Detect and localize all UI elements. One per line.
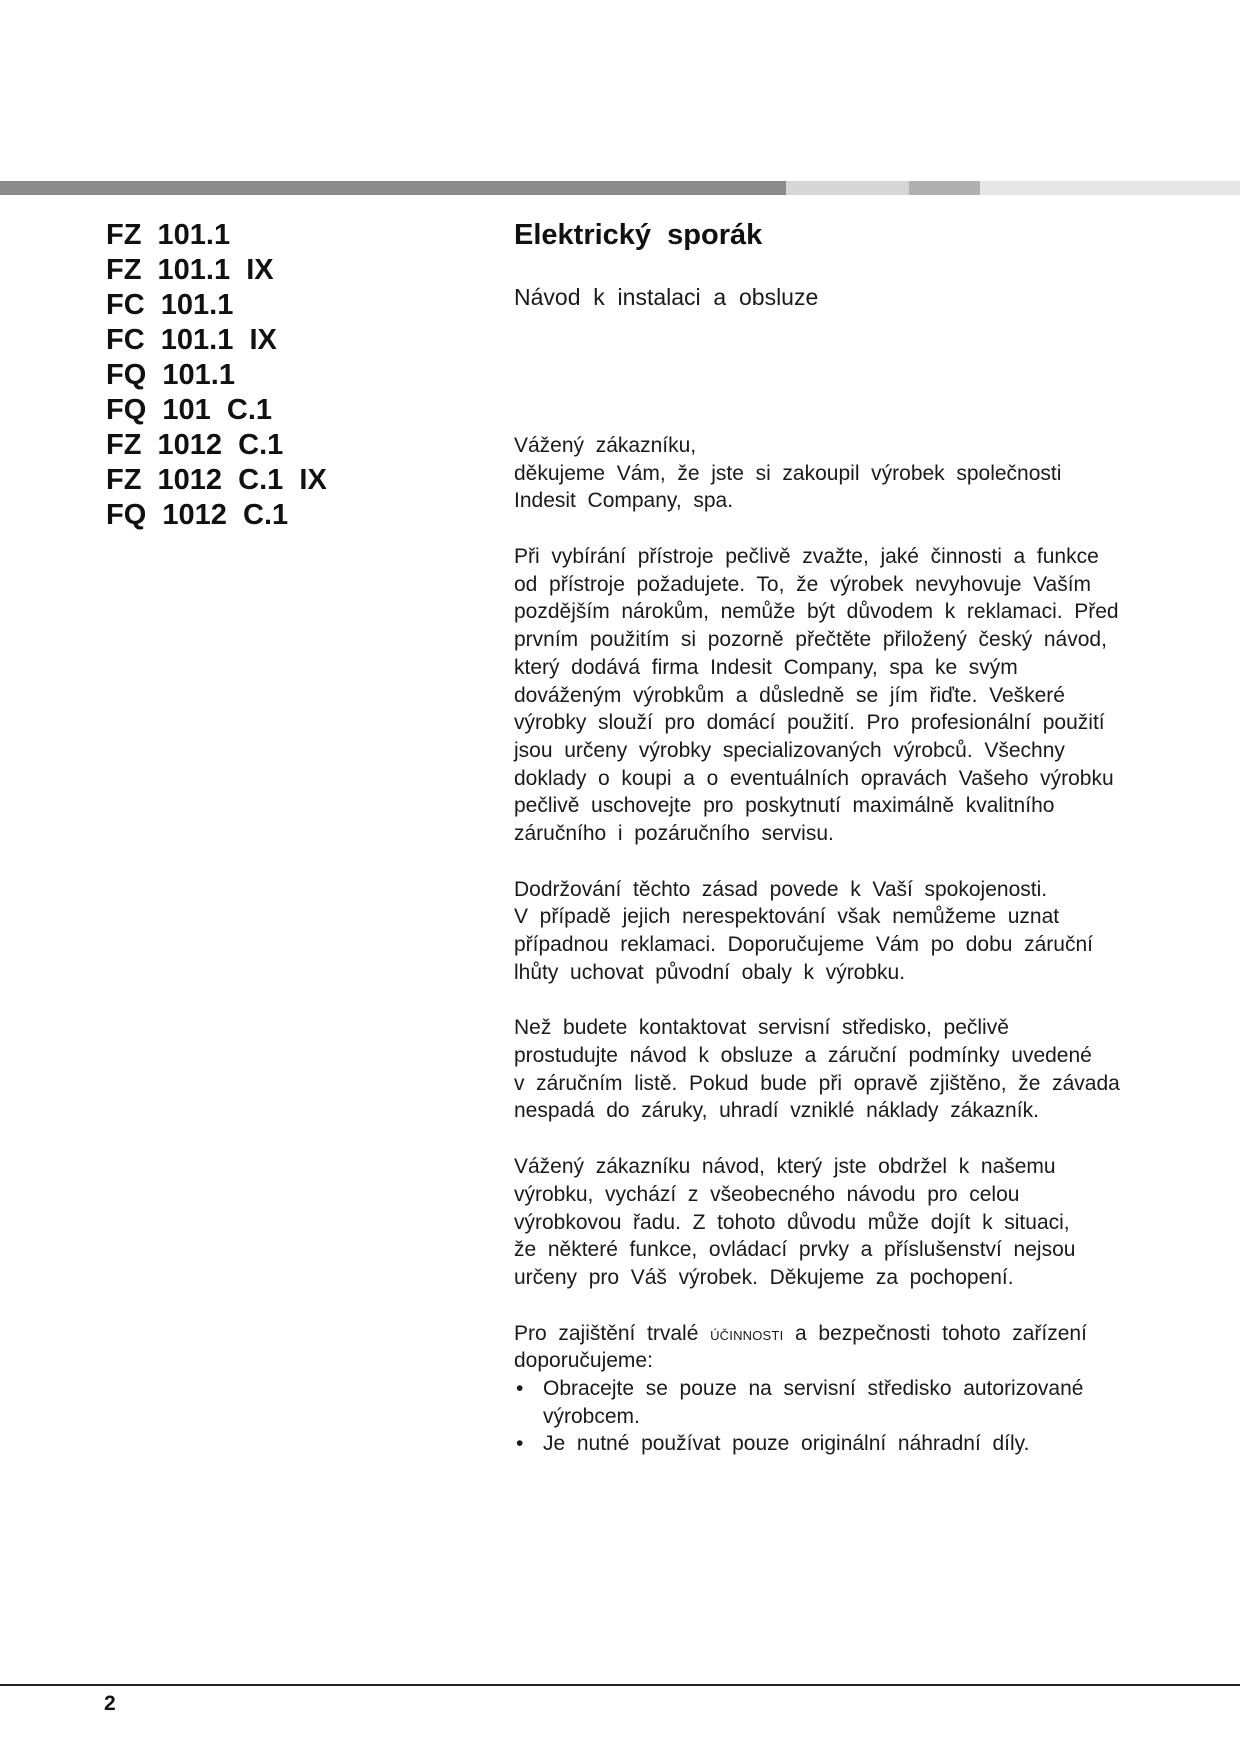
model-list bbox=[106, 218, 327, 533]
text-line: Při vybírání přístroje pečlivě zvažte, jaké činnosti a funkce bbox=[514, 545, 1099, 569]
text-line: děkujeme Vám, že jste si zakoupil výrobek společnosti bbox=[514, 461, 1062, 485]
model-item: FQ 101 C.1 bbox=[106, 394, 273, 426]
paragraph-selection-advice bbox=[514, 543, 1214, 848]
header-bar-light-segment bbox=[786, 181, 909, 195]
bullet-text: Obracejte se pouze na servisní středisko autorizované bbox=[543, 1376, 1084, 1400]
text-line: nespadá do záruky, uhradí vzniklé náklady zákazník. bbox=[514, 1099, 1039, 1123]
bullet-continuation: výrobcem. bbox=[543, 1404, 640, 1428]
text-line: od přístroje požadujete. To, že výrobek nevyhovuje Vaším bbox=[514, 572, 1092, 596]
text-line: výrobku, vychází z všeobecného návodu pro celou bbox=[514, 1182, 1020, 1206]
paragraph-service-contact bbox=[514, 1014, 1214, 1125]
text-line: prvním použitím si pozorně přečtěte přiložený český návod, bbox=[514, 628, 1107, 652]
text-line: Než budete kontaktovat servisní středisko, pečlivě bbox=[514, 1016, 1009, 1040]
text-line bbox=[514, 1320, 1214, 1348]
page-number: 2 bbox=[104, 1692, 116, 1715]
model-item: FZ 101.1 IX bbox=[106, 254, 274, 286]
paragraph-compliance bbox=[514, 876, 1214, 987]
bullet-item bbox=[514, 1430, 1214, 1458]
model-item: FZ 101.1 bbox=[106, 219, 231, 251]
header-bar-dark-segment bbox=[0, 181, 786, 195]
bullet-text: Je nutné používat pouze originální náhradní díly. bbox=[543, 1432, 1030, 1456]
text-line: Dodržování těchto zásad povede k Vaší spokojenosti. bbox=[514, 877, 1048, 901]
header-bar-mid-segment bbox=[909, 181, 980, 195]
text-line: Vážený zákazníku, bbox=[514, 434, 697, 457]
text-line: doporučujeme: bbox=[514, 1349, 653, 1373]
text-segment: Pro zajištění trvalé bbox=[514, 1321, 711, 1345]
model-item: FQ 101.1 bbox=[106, 359, 235, 391]
paragraph-recommendations bbox=[514, 1320, 1214, 1458]
bullet-icon: • bbox=[516, 1376, 524, 1400]
text-line: že některé funkce, ovládací prvky a příslušenství nejsou bbox=[514, 1238, 1076, 1262]
text-line: záručního i pozáručního servisu. bbox=[514, 821, 834, 845]
text-line: v záručním listě. Pokud bude při opravě zjištěno, že závada bbox=[514, 1071, 1120, 1095]
text-line: pečlivě uschovejte pro poskytnutí maximálně kvalitního bbox=[514, 794, 1055, 818]
header-color-bar bbox=[0, 181, 1240, 195]
text-line: Indesit Company, spa. bbox=[514, 489, 734, 513]
text-line: určeny pro Váš výrobek. Děkujeme za pochopení. bbox=[514, 1265, 1014, 1289]
document-subtitle: Návod k instalaci a obsluze bbox=[514, 284, 819, 310]
text-line: lhůty uchovat původní obaly k výrobku. bbox=[514, 960, 906, 984]
heading-block bbox=[514, 218, 1214, 311]
customer-letter bbox=[514, 432, 1214, 1458]
document-title: Elektrický sporák bbox=[514, 219, 763, 251]
text-line: výrobky slouží pro domácí použití. Pro profesionální použití bbox=[514, 711, 1105, 735]
text-line: případnou reklamaci. Doporučujeme Vám po dobu záruční bbox=[514, 933, 1093, 956]
text-line: prostudujte návod k obsluze a záruční podmínky uvedené bbox=[514, 1044, 1092, 1068]
model-item: FZ 1012 C.1 IX bbox=[106, 464, 327, 496]
text-line: pozdějším nárokům, nemůže být důvodem k reklamaci. Před bbox=[514, 600, 1119, 624]
header-bar-pale-segment bbox=[980, 181, 1240, 195]
text-line: výrobkovou řadu. Z tohoto důvodu může dojít k situaci, bbox=[514, 1210, 1070, 1234]
smallcaps-word: ÚČINNOSTI bbox=[710, 1327, 784, 1343]
bullet-icon: • bbox=[516, 1432, 524, 1456]
paragraph-greeting bbox=[514, 432, 1214, 515]
text-line: dováženým výrobkům a důsledně se jím řiďte. Veškeré bbox=[514, 683, 1065, 707]
bullet-item bbox=[514, 1375, 1214, 1403]
model-item: FZ 1012 C.1 bbox=[106, 429, 284, 461]
model-item: FC 101.1 IX bbox=[106, 324, 277, 356]
footer-divider bbox=[0, 1684, 1240, 1686]
paragraph-general-manual bbox=[514, 1153, 1214, 1291]
text-line: doklady o koupi a o eventuálních opravách Vašeho výrobku bbox=[514, 766, 1114, 790]
text-line: V případě jejich nerespektování však nemůžeme uznat bbox=[514, 905, 1060, 929]
model-item: FC 101.1 bbox=[106, 289, 234, 321]
text-segment: a bezpečnosti tohoto zařízení bbox=[783, 1321, 1087, 1345]
model-item: FQ 1012 C.1 bbox=[106, 499, 289, 531]
text-line: Vážený zákazníku návod, který jste obdržel k našemu bbox=[514, 1155, 1056, 1179]
text-line: který dodává firma Indesit Company, spa ke svým bbox=[514, 655, 1018, 679]
text-line: jsou určeny výrobky specializovaných výrobců. Všechny bbox=[514, 738, 1065, 762]
